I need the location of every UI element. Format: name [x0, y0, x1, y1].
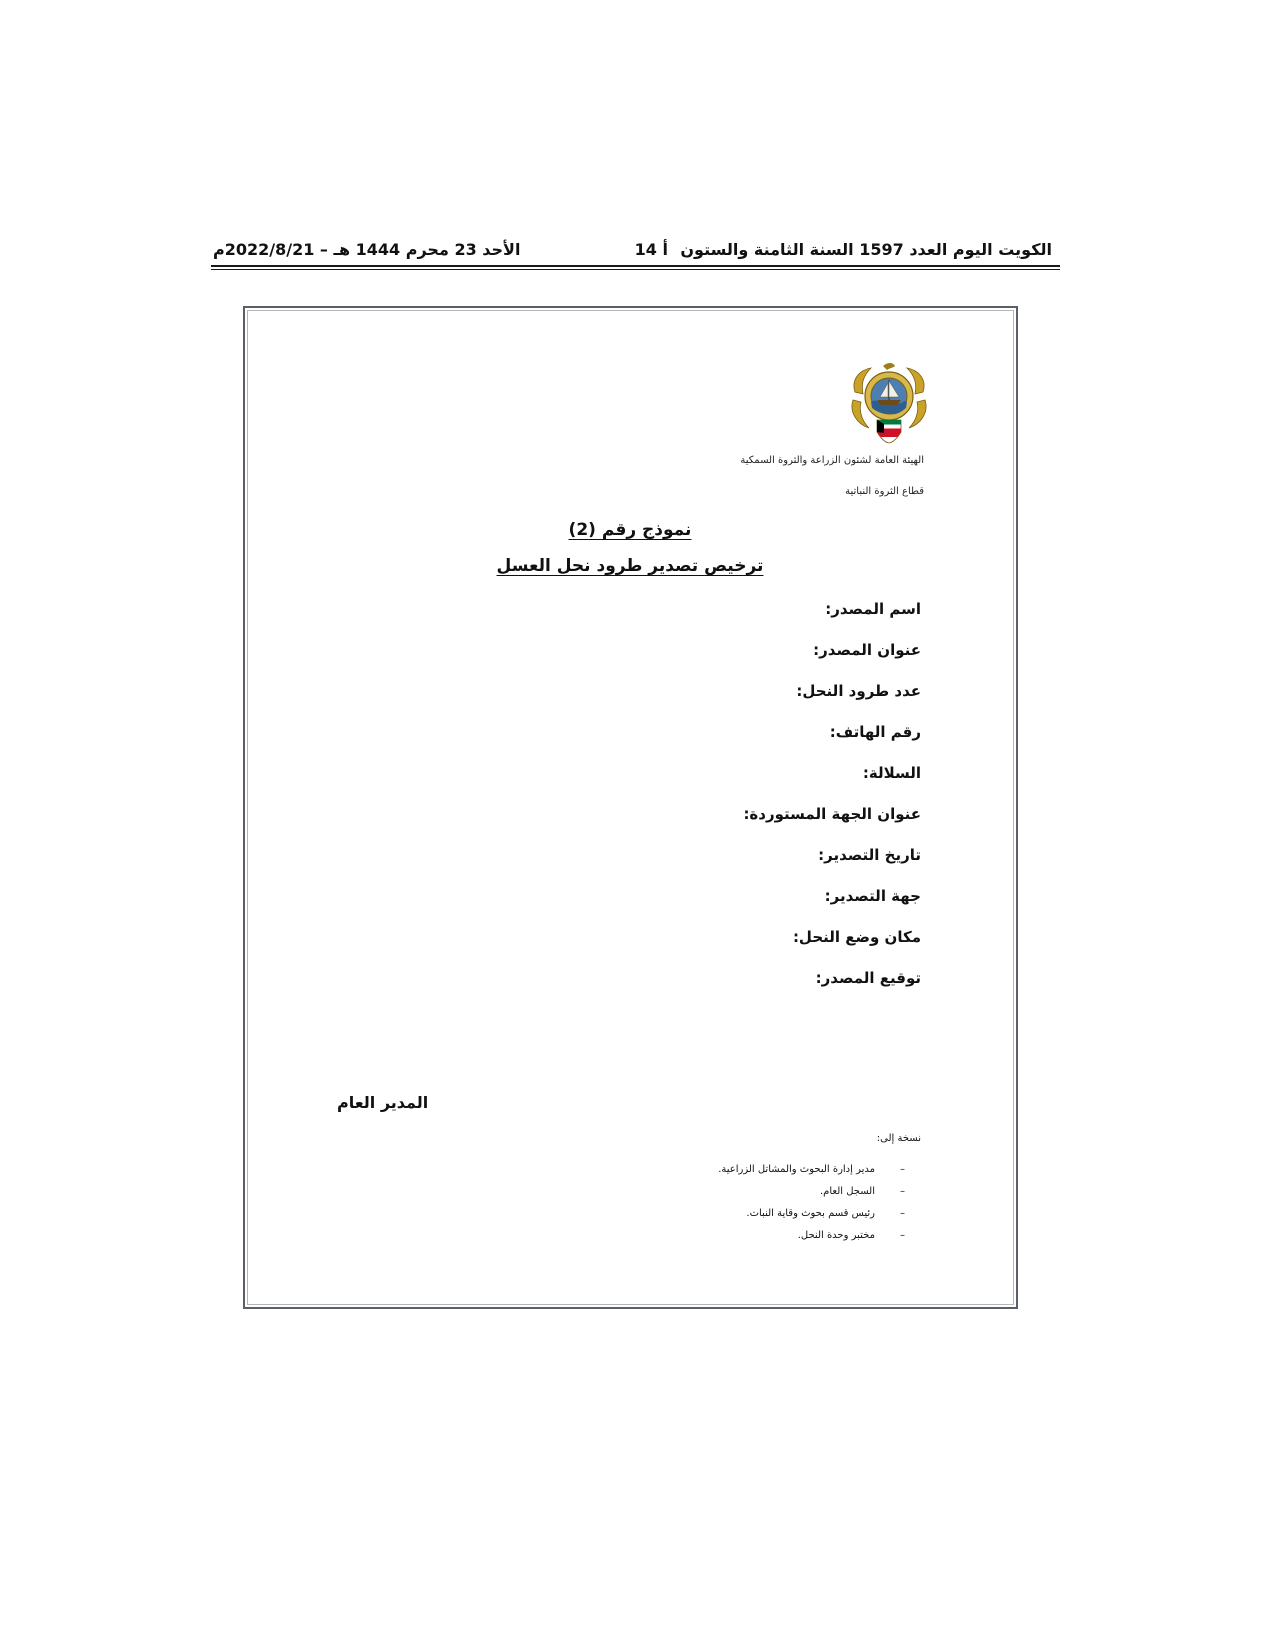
copy-recipient: رئيس قسم بحوث وقاية النبات. — [746, 1208, 875, 1219]
copy-recipient: مختبر وحدة النحل. — [797, 1230, 875, 1241]
list-item — [718, 1163, 905, 1185]
field-exporter-signature: توقيع المصدر: — [815, 969, 921, 987]
form-title: ترخيص تصدير طرود نحل العسل — [496, 556, 764, 576]
sector-name: قطاع الثروة النباتية — [845, 486, 924, 497]
field-bee-location: مكان وضع النحل: — [792, 928, 921, 946]
dash: – — [900, 1164, 905, 1175]
copy-recipient: مدير إدارة البحوث والمشاتل الزراعية. — [718, 1164, 875, 1175]
header-rule — [211, 265, 1060, 267]
field-phone-number: رقم الهاتف: — [829, 723, 921, 741]
copy-recipient: السجل العام. — [819, 1186, 875, 1197]
dash: – — [900, 1186, 905, 1197]
field-export-destination: جهة التصدير: — [824, 887, 921, 905]
dash: – — [900, 1208, 905, 1219]
copy-recipients — [718, 1163, 905, 1251]
issue-info: الكويت اليوم العدد 1597 السنة الثامنة والستون — [680, 240, 1052, 259]
issue-date: الأحد 23 محرم 1444 هـ – 2022/8/21م — [213, 240, 521, 259]
organization-name: الهيئة العامة لشئون الزراعة والثروة السمكية — [740, 455, 924, 466]
page-number: أ 14 — [634, 240, 668, 259]
field-importer-address: عنوان الجهة المستوردة: — [743, 805, 921, 823]
list-item — [718, 1185, 905, 1207]
field-export-date: تاريخ التصدير: — [818, 846, 921, 864]
gazette-header — [211, 236, 1060, 266]
field-exporter-address: عنوان المصدر: — [813, 641, 921, 659]
field-hive-count: عدد طرود النحل: — [796, 682, 921, 700]
dash: – — [900, 1230, 905, 1241]
form-fields — [743, 598, 921, 1008]
list-item — [718, 1207, 905, 1229]
form-number: نموذج رقم (2) — [568, 520, 692, 540]
list-item — [718, 1229, 905, 1251]
field-exporter-name: اسم المصدر: — [825, 600, 921, 618]
director-signature: المدير العام — [337, 1093, 429, 1112]
kuwait-emblem-icon — [849, 362, 929, 444]
field-breed: السلالة: — [862, 764, 921, 782]
copy-to-label: نسخة إلى: — [876, 1133, 921, 1144]
header-rule-thin — [211, 269, 1060, 270]
